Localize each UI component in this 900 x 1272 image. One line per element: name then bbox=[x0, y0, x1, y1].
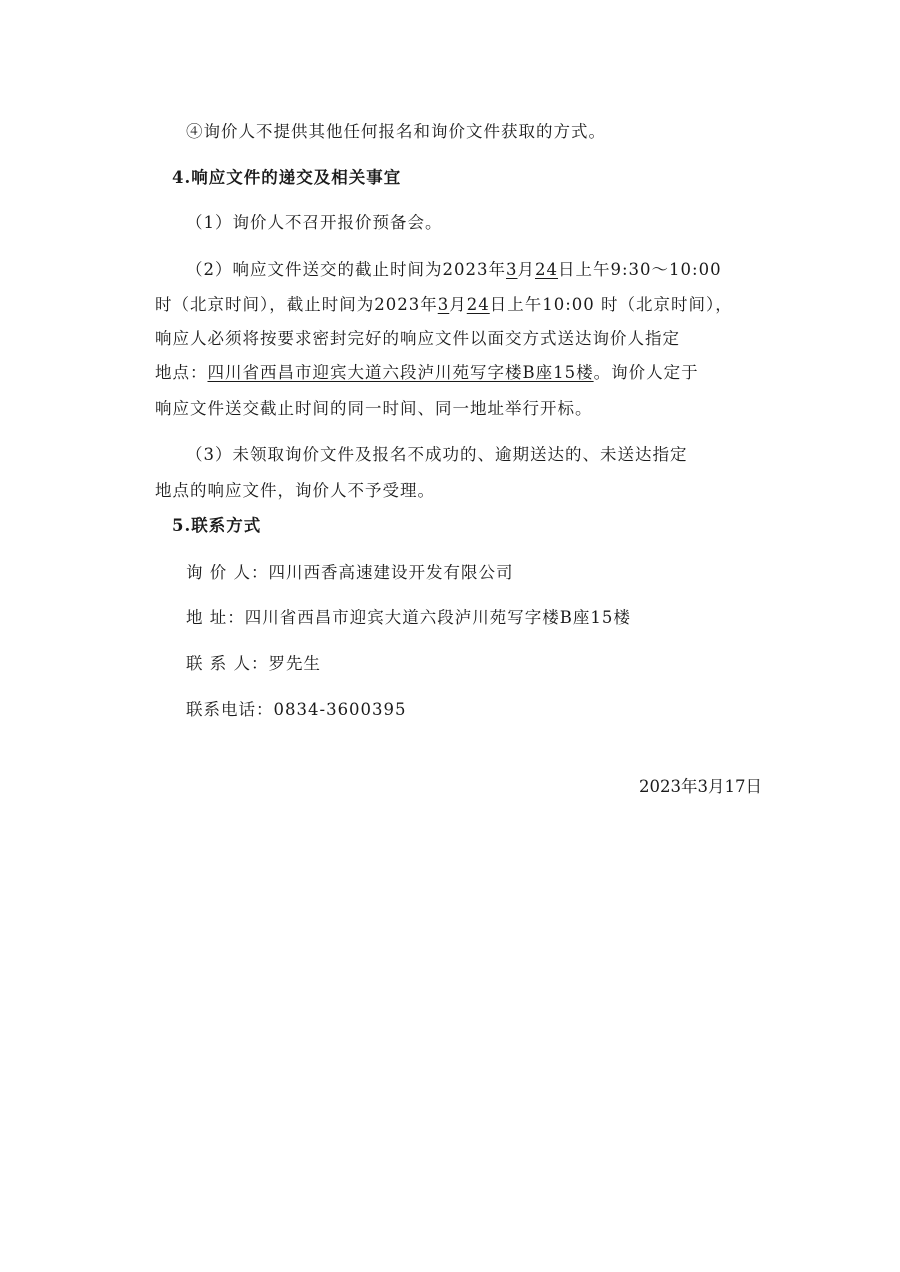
section4-paragraph-1: （1）询价人不召开报价预备会。 bbox=[186, 213, 443, 232]
item4-note: ④询价人不提供其他任何报名和询价文件获取的方式。 bbox=[186, 122, 606, 141]
deadline-month: 3 bbox=[506, 260, 518, 279]
text: （2）响应文件送交的截止时间为2023年 bbox=[186, 260, 506, 279]
section4-paragraph-2-line-2 bbox=[155, 291, 733, 315]
section4-paragraph-2-line-4 bbox=[155, 359, 699, 383]
deadline-day: 24 bbox=[466, 295, 490, 314]
section4-paragraph-3-line-2: 地点的响应文件，询价人不予受理。 bbox=[155, 481, 435, 500]
deadline-day: 24 bbox=[535, 260, 558, 279]
contact-inquirer: 询 价 人：四川西香高速建设开发有限公司 bbox=[186, 563, 514, 582]
contact-phone: 联系电话：0834-3600395 bbox=[186, 700, 407, 719]
deadline-month: 3 bbox=[437, 295, 450, 314]
text: 地点： bbox=[155, 363, 208, 382]
delivery-address: 四川省西昌市迎宾大道六段泸川苑写字楼B座15楼 bbox=[207, 363, 594, 382]
section4-paragraph-2-line-3: 响应人必须将按要求密封完好的响应文件以面交方式送达询价人指定 bbox=[155, 329, 680, 348]
section5-heading: 5.联系方式 bbox=[172, 516, 262, 535]
text: 月 bbox=[517, 260, 535, 279]
text: 日上午10:00 时（北京时间）， bbox=[489, 295, 733, 314]
text: 。询价人定于 bbox=[593, 363, 699, 382]
text: 日上午9:30～10:00 bbox=[558, 260, 722, 279]
contact-person: 联 系 人：罗先生 bbox=[186, 654, 321, 673]
text: 时（北京时间），截止时间为2023年 bbox=[155, 295, 438, 314]
section4-heading: 4.响应文件的递交及相关事宜 bbox=[172, 168, 402, 187]
section4-paragraph-2-line-1 bbox=[186, 256, 722, 280]
section4-paragraph-3-line-1: （3）未领取询价文件及报名不成功的、逾期送达的、未送达指定 bbox=[186, 445, 688, 464]
text: 月 bbox=[449, 295, 467, 314]
document-date: 2023年3月17日 bbox=[639, 777, 762, 796]
section4-paragraph-2-line-5: 响应文件送交截止时间的同一时间、同一地址举行开标。 bbox=[155, 399, 593, 418]
contact-address: 地 址：四川省西昌市迎宾大道六段泸川苑写字楼B座15楼 bbox=[186, 608, 631, 627]
